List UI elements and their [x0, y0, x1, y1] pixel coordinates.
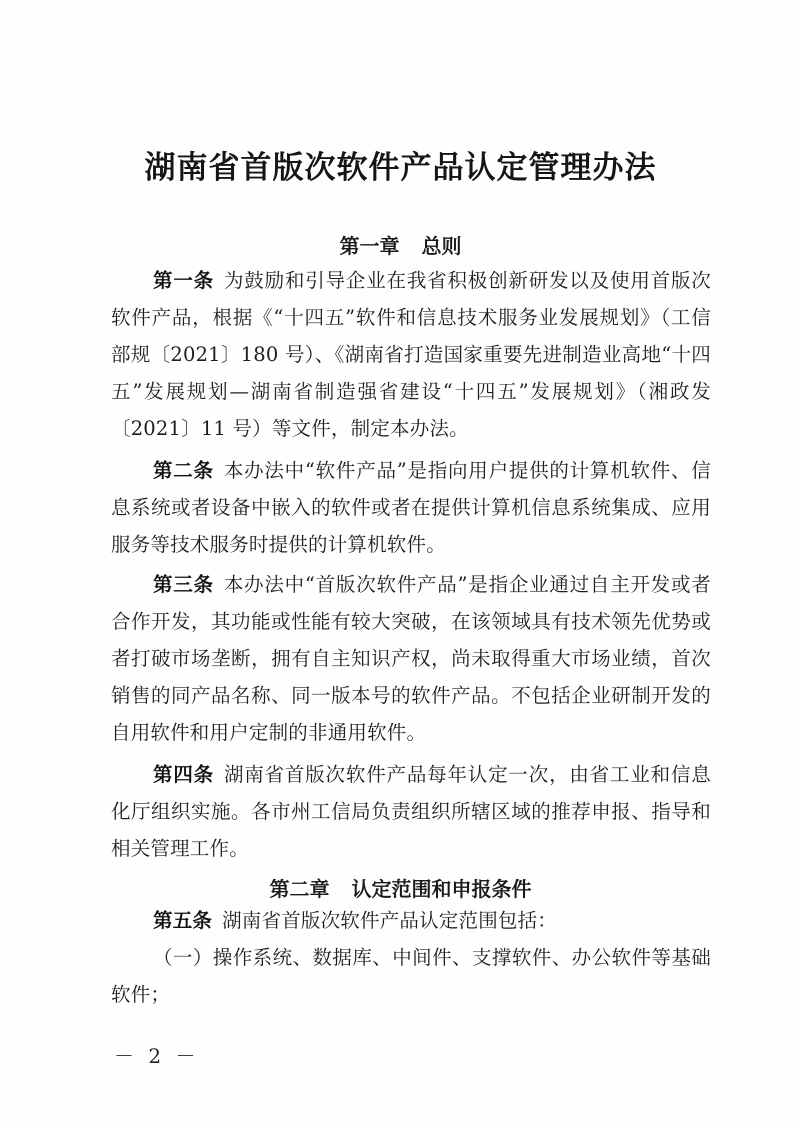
chapter-1-name: 总则	[421, 234, 462, 258]
article-1-text: 为鼓励和引导企业在我省积极创新研发以及使用首版次软件产品，根据《“十四五”软件和信息技术服务业发展规划》（工信部规〔2021〕180 号）、《湖南省打造国家重要先进制造业高地“十四五”发展规划—湖南省制造强省建设“十四五”发展规划》（湘政发〔2021〕11 号）等文件，制定本办法。	[111, 269, 711, 440]
article-2-text: 本办法中“软件产品”是指向用户提供的计算机软件、信息系统或者设备中嵌入的软件或者在提供计算机信息系统集成、应用服务等技术服务时提供的计算机软件。	[111, 459, 711, 556]
article-5-text: 湖南省首版次软件产品认定范围包括：	[222, 909, 558, 932]
article-3-text: 本办法中“首版次软件产品”是指企业通过自主开发或者合作开发，其功能或性能有较大突破，在该领域具有技术领先优势或者打破市场垄断，拥有自主知识产权，尚未取得重大市场业绩，首次销售的同产品名称、同一版本号的软件产品。不包括企业研制开发的自用软件和用户定制的非通用软件。	[111, 573, 711, 744]
chapter-1-heading	[0, 230, 801, 259]
article-5	[111, 902, 711, 939]
chapter-2-heading	[0, 873, 801, 902]
article-3	[111, 566, 711, 751]
chapter-2-number: 第二章	[269, 877, 330, 901]
article-1	[111, 262, 711, 447]
chapter-1-number: 第一章	[339, 234, 400, 258]
chapter-2-name: 认定范围和申报条件	[351, 877, 532, 901]
article-2	[111, 452, 711, 563]
article-3-head: 第三条	[153, 573, 214, 596]
page-number: － 2 －	[114, 1044, 200, 1068]
article-5-item-1	[111, 939, 711, 1013]
article-1-head: 第一条	[153, 269, 214, 292]
article-2-head: 第二条	[153, 459, 214, 482]
article-4	[111, 756, 711, 867]
article-4-head: 第四条	[153, 763, 214, 786]
article-5-head: 第五条	[153, 909, 213, 932]
item-1-text: （一）操作系统、数据库、中间件、支撑软件、办公软件等基础软件；	[111, 946, 711, 1006]
document-title: 湖南省首版次软件产品认定管理办法	[144, 150, 657, 186]
article-4-text: 湖南省首版次软件产品每年认定一次，由省工业和信息化厅组织实施。各市州工信局负责组织所辖区域的推荐申报、指导和相关管理工作。	[111, 763, 711, 860]
